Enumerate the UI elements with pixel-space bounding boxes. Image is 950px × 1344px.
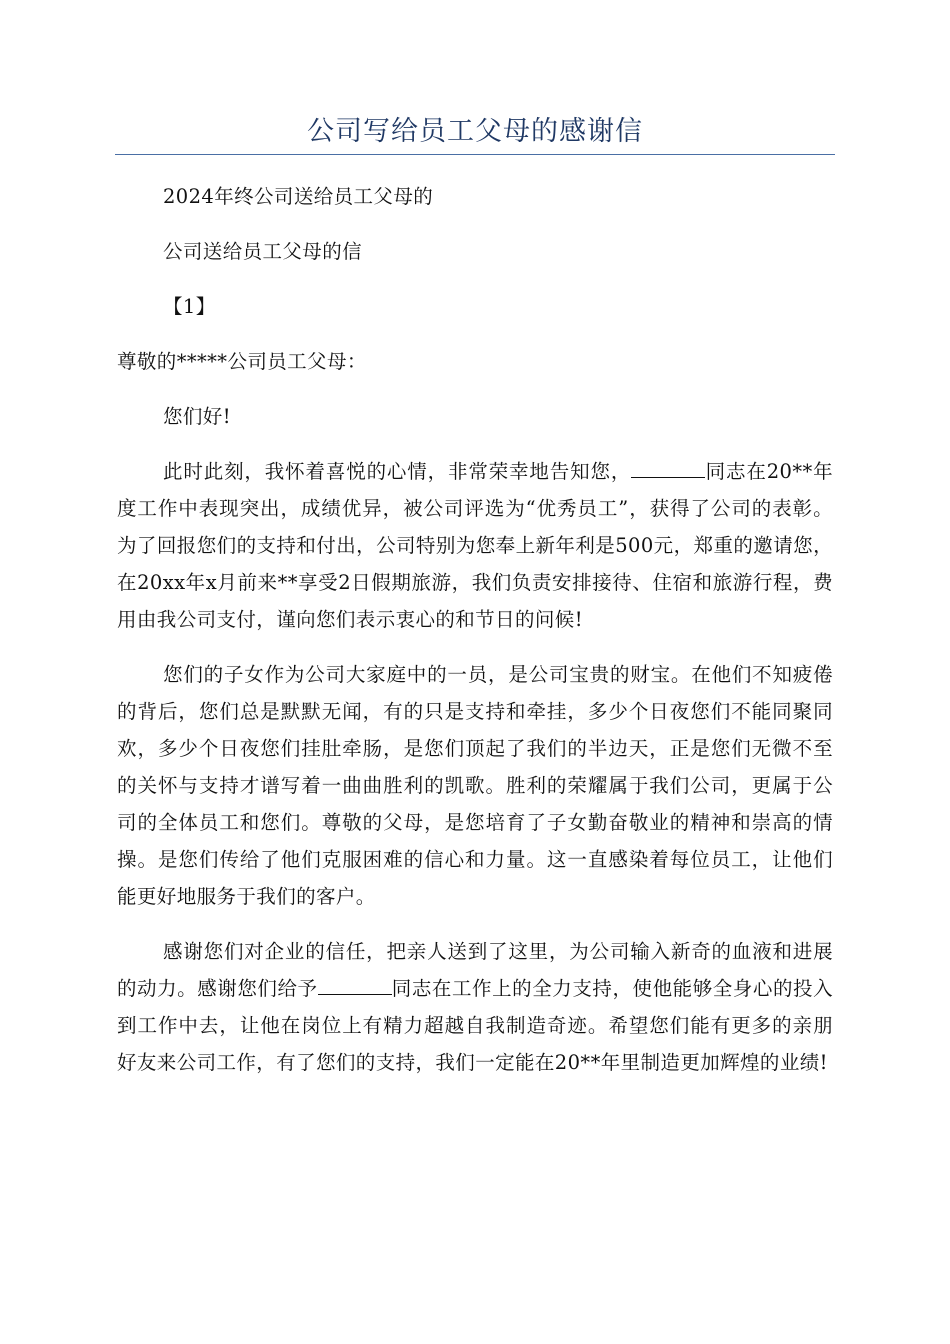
paragraph-1-part-a: 此时此刻，我怀着喜悦的心情，非常荣幸地告知您， bbox=[163, 460, 632, 483]
paragraph-3-part-a: 感谢您们对企业的信任，把亲人送到了这里，为公司输入新奇的血液和进展的动力。感谢您们给予 bbox=[117, 940, 833, 1000]
document-title: 公司写给员工父母的感谢信 bbox=[307, 116, 643, 147]
salutation: 尊敬的*****公司员工父母： bbox=[117, 350, 367, 373]
document-body bbox=[117, 178, 833, 1081]
subtitle-line: 公司送给员工父母的信 bbox=[163, 240, 363, 263]
section-number: 【1】 bbox=[163, 295, 216, 318]
name-blank bbox=[631, 459, 705, 478]
paragraph-3-part-b: 同志在工作上的全力支持，使他能够全身心的投入到工作中去，让他在岗位上有精力超越自我制造奇迹。希望您们能有更多的亲朋好友来公司工作，有了您们的支持，我们一定能在20**年里制造更加辉煌的业绩! bbox=[117, 977, 833, 1074]
greeting: 您们好! bbox=[163, 405, 231, 428]
subtitle-line: 2024年终公司送给员工父母的 bbox=[163, 185, 434, 208]
paragraph-1 bbox=[117, 453, 833, 638]
title-underline bbox=[115, 154, 835, 155]
paragraph-3 bbox=[117, 933, 833, 1081]
paragraph-2: 您们的子女作为公司大家庭中的一员，是公司宝贵的财宝。在他们不知疲倦的背后，您们总是默默无闻，有的只是支持和牵挂，多少个日夜您们不能同聚同欢，多少个日夜您们挂肚牵肠，是您们顶起了我们的半边天，正是您们无微不至的关怀与支持才谱写着一曲曲胜利的凯歌。胜利的荣耀属于我们公司，更属于公司的全体员工和您们。尊敬的父母，是您培育了子女勤奋敬业的精神和崇高的情操。是您们传给了他们克服困难的信心和力量。这一直感染着每位员工，让他们能更好地服务于我们的客户。 bbox=[117, 663, 833, 908]
paragraph-1-part-b: 同志在20**年度工作中表现突出，成绩优异，被公司评选为“优秀员工”，获得了公司的表彰。为了回报您们的支持和付出，公司特别为您奉上新年利是500元，郑重的邀请您，在20xx年x月前来**享受2日假期旅游，我们负责安排接待、住宿和旅游行程，费用由我公司支付，谨向您们表示衷心的和节日的问候! bbox=[117, 460, 833, 631]
name-blank bbox=[318, 976, 392, 995]
